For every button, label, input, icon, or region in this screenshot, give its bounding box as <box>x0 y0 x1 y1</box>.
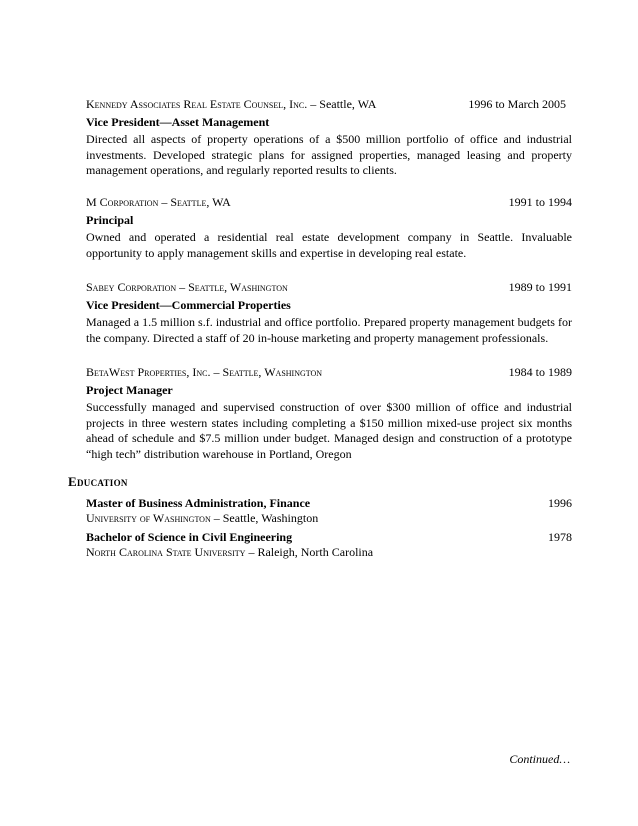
employer-name: Kennedy Associates Real Estate Counsel, Inc. <box>86 97 308 111</box>
experience-entry <box>86 96 572 179</box>
employer-name: M Corporation – Seattle, <box>86 195 210 209</box>
entry-header <box>86 279 572 295</box>
job-title: Project Manager <box>86 383 173 397</box>
experience-entry <box>86 279 572 346</box>
degree-name: Master of Business Administration, Finance <box>86 496 311 510</box>
job-title: Principal <box>86 213 134 227</box>
job-description: Owned and operated a residential real estate development company in Seattle. Invaluable opportunity to apply management skills and expertise in developing real estate. <box>86 230 572 260</box>
job-title: Vice President—Asset Management <box>86 115 270 129</box>
job-title: Vice President—Commercial Properties <box>86 298 291 312</box>
degree-year: 1996 <box>548 496 572 510</box>
education-entry <box>86 496 572 526</box>
employment-dates: 1991 to 1994 <box>508 195 572 209</box>
education-entry <box>86 530 572 560</box>
degree-name: Bachelor of Science in Civil Engineering <box>86 530 293 544</box>
degree-year: 1978 <box>548 530 572 544</box>
employer-location: WA <box>209 195 231 209</box>
employer-line <box>86 279 288 295</box>
school-line <box>86 511 572 526</box>
education-heading: Education <box>68 474 128 489</box>
job-description: Managed a 1.5 million s.f. industrial and office portfolio. Prepared property management budgets for the company. Directed a staff of 20 in-house marketing and property management professionals. <box>86 315 572 345</box>
employer-name: Sabey Corporation – Seattle, Washington <box>86 280 288 294</box>
employment-dates: 1996 to March 2005 <box>468 97 566 111</box>
employment-dates: 1984 to 1989 <box>508 365 572 379</box>
experience-entry <box>86 194 572 261</box>
school-name: University of Washington <box>86 511 211 525</box>
entry-header <box>86 364 572 380</box>
school-name: North Carolina State University <box>86 545 246 559</box>
employer-name: BetaWest Properties, Inc. – Seattle, Washington <box>86 365 323 379</box>
experience-entry <box>86 364 572 462</box>
degree-line <box>86 496 572 511</box>
entry-header <box>86 96 572 112</box>
employer-line <box>86 96 376 112</box>
job-description: Successfully managed and supervised construction of over $300 million of office and industrial projects in three western states including completing a $150 million mixed-use project six months ahead of schedule and $7.5 million under budget. Managed design and construction of a prototype “high tech” distribution warehouse in Portland, Oregon <box>86 400 572 461</box>
employer-line <box>86 364 322 380</box>
employer-location: – Seattle, WA <box>307 97 377 111</box>
school-location: – Raleigh, North Carolina <box>245 545 374 559</box>
school-location: – Seattle, Washington <box>210 511 319 525</box>
entry-header <box>86 194 572 210</box>
employer-line <box>86 194 231 210</box>
degree-line <box>86 530 572 545</box>
school-line <box>86 545 572 560</box>
job-description: Directed all aspects of property operations of a $500 million portfolio of office and industrial investments. Developed strategic plans for assigned properties, managed leasing and property management operations, and regularly reported results to clients. <box>86 132 572 177</box>
continued-note: Continued… <box>509 752 570 766</box>
employment-dates: 1989 to 1991 <box>508 280 572 294</box>
